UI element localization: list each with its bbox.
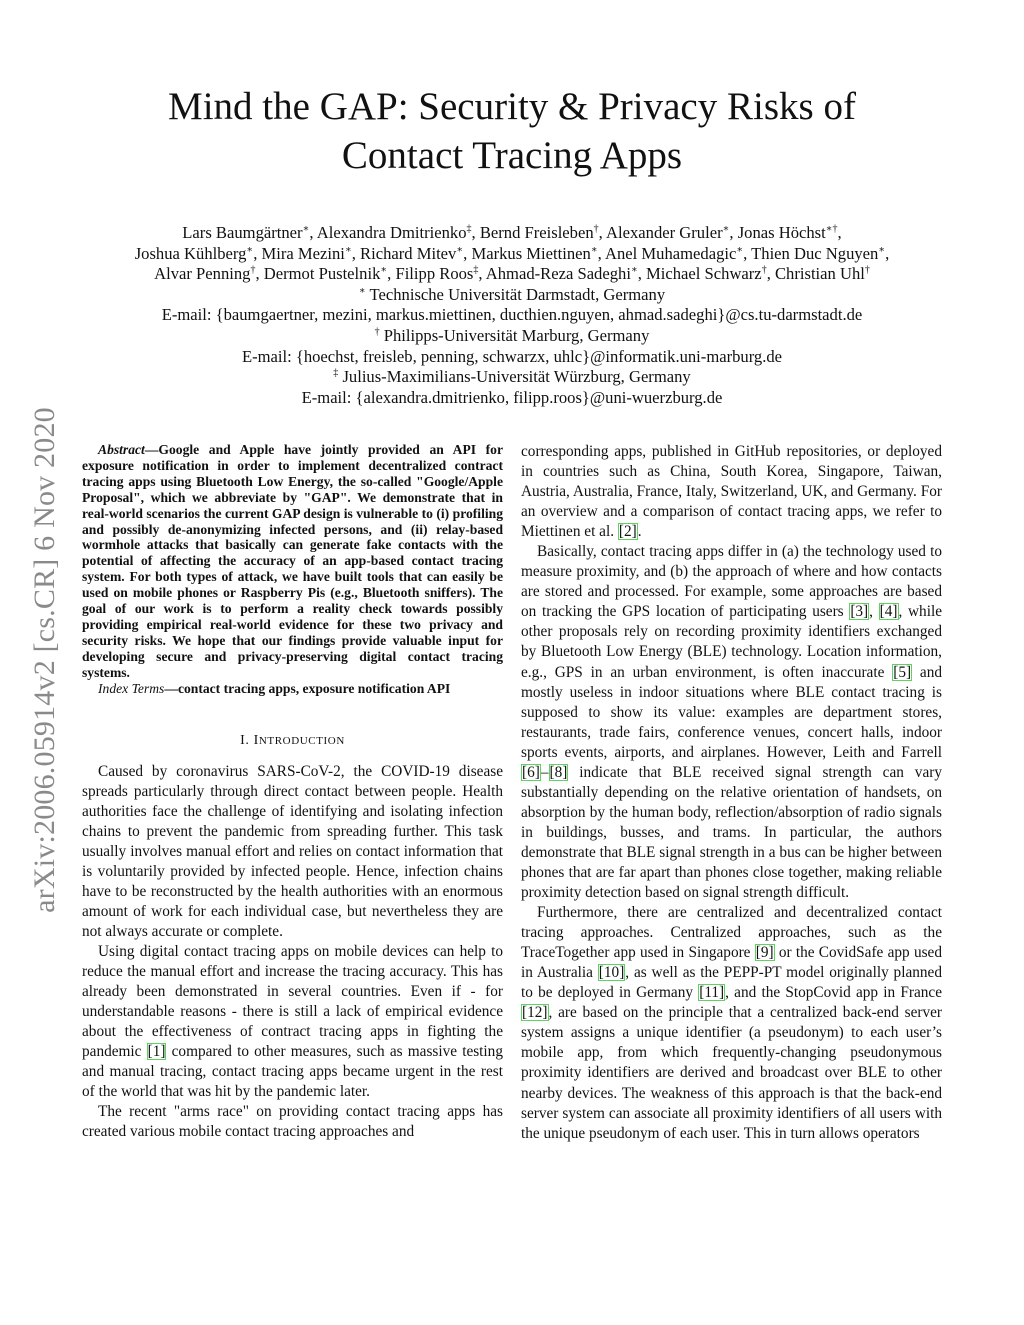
author: Richard Mitev (360, 243, 457, 263)
author: Lars Baumgärtner (182, 223, 303, 242)
paragraph: Furthermore, there are centralized and decentralized contact tracing approaches. Centralized approaches, such as the TraceTogether app used in Singapore [9] or the CovidSafe app used in Australia [10], as well as the PEPP-PT model originally planned to be deployed in Germany [11], and the StopCovid app in France [12], are based on the principle that a centralized back-end server system assigns a unique identifier (a pseudonym) to each user’s mobile app, from which frequently-changing pseudonymous proximity identifiers are derived and broadcast over BLE to other nearby devices. The weakness of this approach is that the back-end server system can associate all proximity identifiers of all users with the unique pseudonym of each user. This in turn allows operators (521, 904, 942, 1142)
arxiv-stamp-text: arXiv:2006.05914v2 [cs.CR] 6 Nov 2020 (27, 407, 61, 913)
affil-mark: ∗ (590, 244, 598, 256)
author: Bernd Freisleben (479, 223, 594, 242)
right-column (521, 442, 942, 1144)
email-line-3: E-mail: {alexandra.dmitrienko, filipp.roos}@uni-wuerzburg.de (301, 387, 723, 407)
index-terms-label: Index Terms (98, 680, 165, 696)
left-column (82, 442, 503, 1143)
email-line-1: E-mail: {baumgaertner, mezini, markus.miettinen, ducthien.nguyen, ahmad.sadeghi}@cs.tu-darmstadt.de (161, 305, 863, 325)
author: Alvar Penning (154, 264, 251, 284)
abstract-label: Abstract (98, 442, 145, 457)
author: Filipp Roos (395, 264, 474, 284)
affil-mark: ∗ (736, 244, 744, 256)
paragraph: corresponding apps, published in GitHub repositories, or deployed in countries such as China, South Korea, Singapore, Taiwan, Austria, Australia, France, Italy, Switzerland, UK, and Germany. For an overview and a comparison of contact tracing apps, we refer to Miettinen et al. [2]. (521, 443, 942, 541)
affiliation-3: ‡ Julius-Maximilians-Universität Würzburg, Germany (333, 367, 691, 387)
affil-mark: ∗ (380, 264, 388, 276)
affil-mark: ∗ (825, 223, 833, 235)
paragraph: The recent "arms race" on providing contact tracing apps has created various mobile contact tracing approaches and (82, 1103, 503, 1141)
citation-link[interactable]: [5] (893, 663, 912, 681)
citation-link[interactable]: [8] (549, 763, 568, 781)
affil-mark: † (864, 264, 870, 276)
author-line-1: Lars Baumgärtner∗, Alexandra Dmitrienko‡, Bernd Freisleben†, Alexander Gruler∗, Jonas Höchst∗†, (182, 223, 842, 242)
citation-link[interactable]: [10] (598, 964, 625, 982)
author: Christian Uhl (774, 264, 865, 284)
arxiv-stamp (22, 360, 67, 960)
citation-link[interactable]: [11] (699, 984, 725, 1002)
email-line-2: E-mail: {hoechst, freisleb, penning, schwarzx, uhlc}@informatik.uni-marburg.de (241, 346, 783, 366)
author: Ahmad-Reza Sadeghi (485, 264, 631, 284)
author: Joshua Kühlberg (134, 243, 247, 263)
author: Alexander Gruler (606, 223, 723, 242)
affiliation-1: ∗ Technische Universität Darmstadt, Germany (358, 284, 666, 304)
affil-mark: ‡ (473, 264, 479, 276)
affil-mark: ∗ (246, 244, 254, 256)
affil-mark: † (832, 223, 838, 235)
section-heading-introduction: I. INTRODUCTION (240, 732, 345, 748)
author: Thien Duc Nguyen (751, 243, 879, 263)
affil-mark: ‡ (466, 223, 472, 235)
citation-link[interactable]: [1] (147, 1043, 166, 1061)
title-line-2: Contact Tracing Apps (341, 134, 683, 177)
citation-link[interactable]: [4] (879, 603, 898, 621)
paragraph: Caused by coronavirus SARS-CoV-2, the COVID-19 disease spreads particularly through direct contact between people. Health authorities face the challenge of identifying and isolating infection chains to prevent the pandemic from spreading further. This task usually involves manual effort and relies on contact information that is voluntarily provided by infected people. Hence, infection chains have to be reconstructed by the health authorities with an enormous amount of work for each individual case, but nevertheless they are not always accurate or complete. (82, 762, 503, 941)
paper-title (80, 82, 944, 180)
affil-mark: ∗ (456, 244, 464, 256)
abstract-text: —Google and Apple have jointly provided an API for exposure notification in order to implement decentralized contract tracing apps using Bluetooth Low Energy, the so-called "Google/Apple Proposal", which we abbreviate by "GAP". We demonstrate that in real-world scenarios the current GAP design is vulnerable to (i) profiling and possibly de-anonymizing infected persons, and (ii) relay-based wormhole attacks that basically can generate fake contacts with the potential of affecting the accuracy of an app-based contact tracing system. For both types of attack, we have built tools that can easily be used on mobile phones or Raspberry Pis (e.g., Bluetooth sniffers). The goal of our work is to perform a reality check towards possibly providing empirical real-world evidence for these two privacy and security risks. We hope that our findings provide valuable input for developing secure and privacy-preserving digital contact tracing systems. (82, 442, 503, 680)
title-line-1: Mind the GAP: Security & Privacy Risks of (168, 85, 856, 128)
author-line-2: Joshua Kühlberg∗, Mira Mezini∗, Richard Mitev∗, Markus Miettinen∗, Anel Muhamedagic∗, Thien Duc Nguyen∗, (134, 243, 890, 263)
author-block (70, 223, 954, 408)
affil-mark: † (593, 223, 599, 235)
affil-mark: ∗ (630, 264, 638, 276)
author: Jonas Höchst (737, 223, 826, 242)
index-terms-text: —contact tracing apps, exposure notification API (164, 680, 451, 696)
paragraph: Using digital contact tracing apps on mobile devices can help to reduce the manual effort and increase the tracing accuracy. This has already been demonstrated in several countries. Even if - for understandable reasons - there is still a lack of empirical evidence about the effectiveness of contract tracing apps in fighting the pandemic [1] compared to other measures, such as massive testing and manual tracing, contact tracing apps became urgent in the rest of the world that was hit by the pandemic later. (82, 943, 503, 1101)
author: Alexandra Dmitrienko (316, 223, 467, 242)
author: Dermot Pustelnik (263, 264, 381, 284)
affil-mark: ∗ (722, 223, 730, 235)
author: Mira Mezini (261, 243, 345, 263)
affil-mark: ∗ (344, 244, 352, 256)
citation-link[interactable]: [12] (522, 1004, 548, 1022)
citation-link[interactable]: [9] (755, 944, 774, 962)
affil-mark: ∗ (878, 244, 886, 256)
author: Markus Miettinen (471, 243, 591, 263)
author: Anel Muhamedagic (605, 243, 737, 263)
author: Michael Schwarz (646, 264, 762, 284)
affil-mark: † (761, 264, 767, 276)
citation-link[interactable]: [2] (618, 523, 637, 541)
paragraph: Basically, contact tracing apps differ in (a) the technology used to measure proximity, and (b) the approach of where and how contacts are stored and processed. For example, some approaches are based on tracking the GPS location of participating users [3], [4], while other proposals rely on recording proximity identifiers exchanged by Bluetooth Low Energy (BLE) technology. Location information, e.g., GPS in an urban environment, is often inaccurate [5] and mostly useless in indoor situations where BLE contact tracing is supposed to show its value: examples are department stores, restaurants, trade fairs, conference venues, concert halls, indoor sports events, airports, and airplanes. However, Leith and Farrell [6]–[8] indicate that BLE received signal strength can vary substantially depending on the relative orientation of handsets, on absorption by the human body, reflection/absorption of radio signals in buildings, busses, and trams. In particular, the authors demonstrate that BLE signal strength in a bus can be higher between phones that are far apart than phones close together, making reliable proximity detection based on signal strength difficult. (521, 543, 942, 902)
author-line-3: Alvar Penning†, Dermot Pustelnik∗, Filipp Roos‡, Ahmad-Reza Sadeghi∗, Michael Schwarz†, Christian Uhl† (154, 264, 870, 284)
citation-link[interactable]: [3] (850, 603, 869, 621)
affiliation-2: † Philipps-Universität Marburg, Germany (374, 325, 650, 345)
affil-mark: ∗ (302, 223, 310, 235)
citation-link[interactable]: [6] (522, 763, 540, 781)
affil-mark: † (250, 264, 256, 276)
abstract (82, 442, 503, 681)
index-terms (82, 681, 503, 697)
